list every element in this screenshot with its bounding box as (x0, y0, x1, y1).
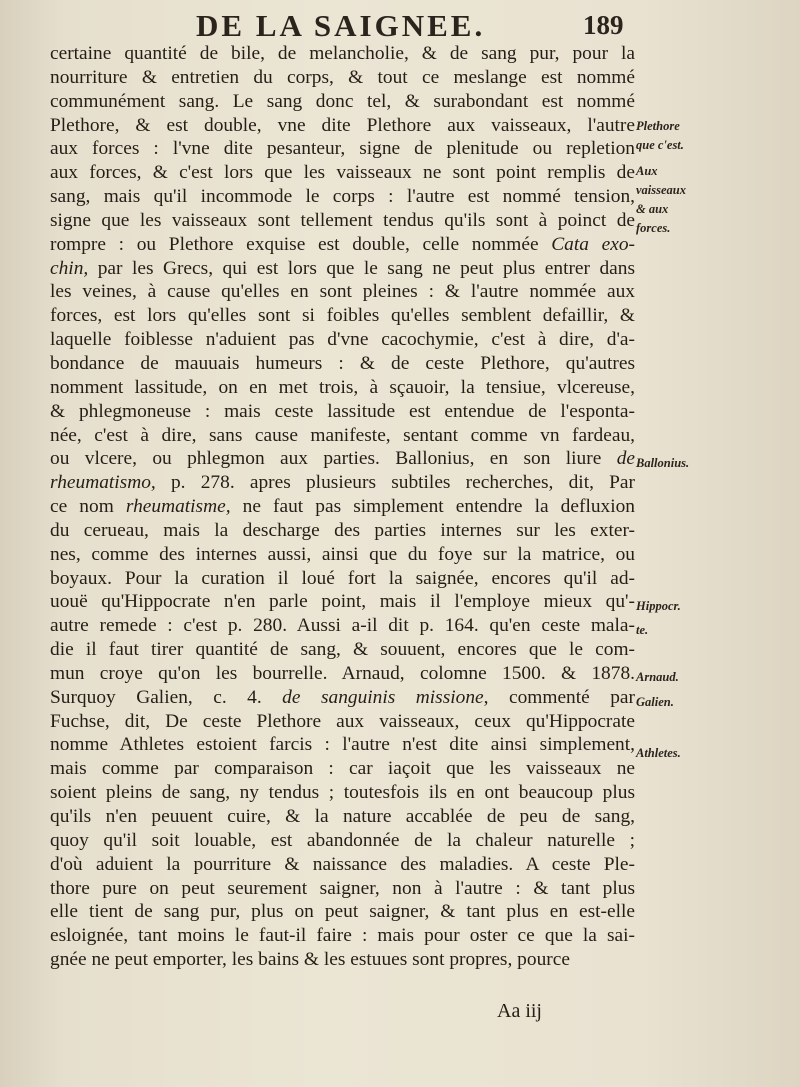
text-line: aux forces : l'vne dite pesanteur, signe de plenitude ou repletion (50, 138, 635, 160)
text-line: forces, est lors qu'elles sont si foibles qu'elles semblent defaillir, & (50, 305, 635, 327)
text-segment: ce nom (50, 496, 126, 518)
text-line: Plethore, & est double, vne dite Plethore aux vaisseaux, l'autre (50, 114, 635, 136)
text-line: communément sang. Le sang donc tel, & surabondant est nommé (50, 90, 635, 112)
margin-note: vaisseaux (636, 183, 686, 198)
margin-note: Athletes. (636, 745, 681, 760)
margin-note: forces. (636, 221, 671, 236)
text-line: thore pure on peut seurement saigner, non à l'autre : & tant plus (50, 877, 635, 899)
italic-term: rheumatismo, (50, 472, 156, 494)
margin-note: Aux (636, 164, 658, 179)
text-line: elle tient de sang pur, plus on peut saigner, & tant plus en est-elle (50, 901, 635, 923)
text-line: esloignée, tant moins le faut-il faire : mais pour oster ce que la sai- (50, 925, 635, 947)
text-line: nes, comme des internes aussi, ainsi que du foye sur la matrice, ou (50, 543, 635, 565)
text-segment: , commenté par (483, 686, 635, 708)
text-line: soient pleins de sang, ny tendus ; toutesfois ils en ont beaucoup plus (50, 782, 635, 804)
text-line: autre remede : c'est p. 280. Aussi a-il dit p. 164. qu'en ceste mala- (50, 615, 635, 637)
text-line: mun croye qu'on les bourrelle. Arnaud, colomne 1500. & 1878. (50, 662, 635, 684)
text-line: nourriture & entretien du corps, & tout ce meslange est nommé (50, 66, 635, 88)
text-line: laquelle foiblesse n'aduient pas d'vne cacochymie, c'est à dire, d'a- (50, 329, 635, 351)
text-segment: ne faut pas simplement entendre la defluxion (230, 496, 635, 518)
text-line (50, 257, 635, 281)
margin-note: te. (636, 623, 649, 638)
text-line: signe que les vaisseaux sont tellement tendus qu'ils sont à poinct de (50, 209, 635, 231)
margin-note: que c'est. (636, 137, 684, 152)
text-line: quoy qu'il soit louable, est abandonnée de la chaleur naturelle ; (50, 829, 635, 851)
margin-note: Plethore (636, 118, 680, 133)
margin-note: Hippocr. (636, 599, 681, 614)
text-segment: ou vlcere, ou phlegmon aux parties. Ballonius, en son liure (50, 448, 617, 470)
text-line: Fuchse, dit, De ceste Plethore aux vaisseaux, ceux qu'Hippocrate (50, 710, 635, 732)
margin-note: Ballonius. (636, 456, 690, 471)
italic-term: de sanguinis missione (282, 686, 484, 708)
text-line: bondance de mauuais humeurs : & de ceste Plethore, qu'autres (50, 352, 635, 374)
text-segment: rompre : ou Plethore exquise est double, celle nommée (50, 233, 552, 255)
running-head (0, 6, 800, 46)
text-line: & phlegmoneuse : mais ceste lassitude est entendue de l'esponta- (50, 400, 635, 422)
text-line (50, 495, 635, 519)
text-line: sang, mais qu'il incommode le corps : l'autre est nommé tension, (50, 186, 635, 208)
text-line: qu'ils n'en peuuent cuire, & la nature accablée de peu de sang, (50, 806, 635, 827)
text-line: née, c'est à dire, sans cause manifeste, sentant comme vn fardeau, (50, 424, 635, 446)
text-segment: par les Grecs, qui est lors que le sang ne peut plus entrer dans (88, 257, 635, 279)
page-number: 189 (583, 10, 624, 40)
margin-note: Galien. (636, 694, 674, 709)
text-line: boyaux. Pour la curation il loué fort la saignée, encores qu'il ad- (50, 567, 635, 589)
italic-term: rheumatisme, (125, 496, 231, 518)
italic-term: Cata exo- (551, 233, 635, 255)
text-line: die il faut tirer quantité de sang, & souuent, encores que le com- (50, 639, 635, 661)
text-line (50, 471, 635, 495)
text-line (50, 233, 635, 257)
text-line: uouë qu'Hippocrate n'en parle point, mais il l'employe mieux qu'- (50, 591, 635, 613)
text-segment: p. 278. apres plusieurs subtiles recherches, dit, Par (155, 472, 635, 494)
text-segment: Surquoy Galien, c. 4. (50, 686, 283, 708)
text-line (50, 686, 635, 710)
text-line: certaine quantité de bile, de melancholie, & de sang pur, pour la (50, 43, 635, 64)
text-line: les veines, à cause qu'elles en sont pleines : & l'autre nommée aux (50, 281, 635, 303)
margin-note: & aux (636, 202, 669, 217)
italic-term: de (616, 448, 635, 470)
margin-note: Arnaud. (636, 669, 679, 684)
text-line: aux forces, & c'est lors que les vaisseaux ne sont point remplis de (50, 162, 635, 184)
text-line: gnée ne peut emporter, les bains & les estuues sont propres, pource (50, 949, 570, 971)
text-line: du cerueau, mais la descharge des parties internes sur les exter- (50, 519, 635, 541)
running-head-title: DE LA SAIGNEE. (196, 8, 486, 43)
italic-term: chin, (50, 257, 89, 279)
text-line: d'où aduient la pourriture & naissance des maladies. A ceste Ple- (50, 853, 635, 875)
text-line (50, 447, 635, 471)
text-line: nomment lassitude, on en met trois, à sçauoir, la tensiue, vlcereuse, (50, 376, 635, 398)
text-line: mais comme par comparaison : car iaçoit que les vaisseaux ne (50, 758, 635, 780)
catchword-signature: Aa iij (497, 1000, 542, 1022)
body-text (50, 42, 635, 972)
text-line: nomme Athletes estoient farcis : l'autre n'est dite ainsi simplement, (50, 734, 635, 756)
